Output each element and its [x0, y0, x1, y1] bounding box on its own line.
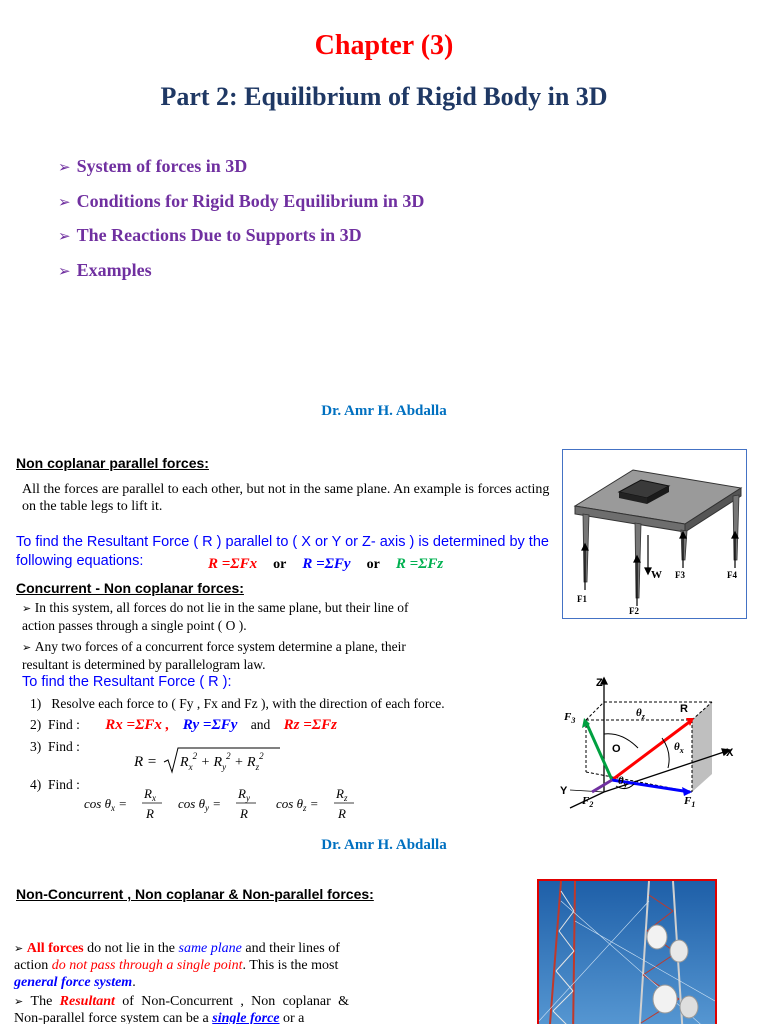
label-r: R: [680, 703, 688, 715]
concurrent-description-2: ➢ Any two forces of a concurrent force system determine a plane, their resultant is determined by parallelogram law.: [22, 639, 406, 672]
arrow-bullet-icon: ➢: [22, 641, 35, 654]
label-f3: $F_3$: [564, 711, 576, 725]
svg-text:Rz: $R_z$: [336, 786, 348, 803]
label-w: W: [651, 569, 662, 581]
general-resultant-description: ➢ The Resultant of Non-Concurrent , Non coplanar & Non-parallel force system can be a single force or a: [14, 994, 350, 1024]
axis-label-x: X: [726, 747, 734, 759]
label-theta-z: $\theta_z$: [636, 707, 645, 721]
step-2: 2) Find : Rx =ΣFx , Ry =ΣFy and Rz =ΣFz: [30, 717, 337, 733]
equation-ry: R =ΣFy: [302, 556, 351, 572]
svg-text:Rx2 + Ry2 + Rz2: $R_x^2 + R_y^2 + R_z^2$: [180, 751, 264, 772]
table-drawing: [563, 450, 747, 619]
svg-text:cos θx =: $\cos \theta_x$ =: [84, 796, 127, 813]
axis-label-z: Z: [596, 677, 603, 689]
topic-list: [58, 156, 424, 295]
cosine-formulas: [84, 784, 364, 824]
svg-text:R: R: [146, 806, 154, 821]
arrow-bullet-icon: ➢: [58, 192, 71, 211]
heading-general-forces: Non-Concurrent , Non coplanar & Non-parallel forces:: [16, 886, 374, 902]
resultant-equations: [208, 555, 443, 573]
label-theta-y: $\theta_y$: [618, 775, 628, 789]
svg-text:cos θz =: $\cos \theta_z$ =: [276, 796, 319, 813]
direction-cosines: [84, 784, 364, 829]
parallel-forces-description: All the forces are parallel to each other, but not in the same plane. An example is forces acting on the table legs to lift it.: [22, 482, 550, 514]
topic-item: ➢ System of forces in 3D: [58, 156, 248, 176]
sqrt-formula: [134, 746, 284, 776]
arrow-bullet-icon: ➢: [58, 262, 71, 281]
svg-text:Ry: $R_y$: [238, 786, 250, 803]
equation-rz: R =ΣFz: [395, 556, 444, 572]
chapter-title: Chapter (3): [314, 30, 454, 61]
step-1: 1) Resolve each force to ( Fy , Fx and Fz ), with the direction of each force.: [30, 696, 445, 711]
svg-text:cos θy =: $\cos \theta_y$ =: [178, 796, 221, 813]
author-credit-2: Dr. Amr H. Abdalla: [321, 837, 447, 853]
table-legs-figure: [562, 449, 747, 619]
step-3: 3) Find :: [30, 739, 80, 754]
label-f2: F2: [629, 606, 639, 616]
arrow-bullet-icon: ➢: [58, 158, 71, 176]
arrow-bullet-icon: ➢: [58, 227, 71, 246]
find-resultant-title: To find the Resultant Force ( R ):: [22, 674, 232, 690]
topic-item: ➢ The Reactions Due to Supports in 3D: [58, 225, 362, 246]
svg-text:R: R: [240, 806, 248, 821]
general-forces-description: ➢ All forces do not lie in the same plane and their lines of action do not pass through a single point. This is the most general force system.: [14, 941, 340, 990]
resultant-magnitude-formula: [134, 746, 284, 781]
svg-text:R =: R =: [134, 754, 158, 770]
topic-item: ➢ Conditions for Rigid Body Equilibrium in 3D: [58, 190, 425, 211]
arrow-bullet-icon: ➢: [14, 995, 31, 1008]
concurrent-description-1: ➢ In this system, all forces do not lie in the same plane, but their line of action passes through a single point ( O ).: [22, 600, 409, 633]
topic-item: ➢ Examples: [58, 260, 152, 281]
origin-label: O: [612, 743, 621, 755]
tower-drawing: [539, 881, 715, 1024]
label-f4: F4: [727, 570, 737, 580]
label-f3: F3: [675, 570, 685, 580]
svg-text:Rx: $R_x$: [144, 786, 156, 803]
or-word: or: [273, 557, 287, 572]
heading-concurrent-forces: Concurrent - Non coplanar forces:: [16, 580, 244, 596]
arrow-bullet-icon: ➢: [22, 602, 35, 615]
axis-label-y: Y: [560, 785, 568, 797]
label-theta-x: $\theta_x$: [674, 741, 684, 755]
or-word: or: [366, 557, 380, 572]
heading-parallel-forces: Non coplanar parallel forces:: [16, 455, 209, 471]
step-4: 4) Find :: [30, 777, 80, 792]
svg-text:R: R: [338, 806, 346, 821]
label-f1: $F_1$: [684, 795, 696, 809]
part-title: Part 2: Equilibrium of Rigid Body in 3D: [160, 82, 608, 111]
arrow-bullet-icon: ➢: [14, 942, 27, 955]
axes-drawing: [556, 672, 746, 812]
concurrent-forces-figure: [556, 672, 746, 812]
tower-photo: [537, 879, 717, 1024]
author-credit: Dr. Amr H. Abdalla: [321, 403, 447, 419]
resultant-intro: To find the Resultant Force ( R ) parallel to ( X or Y or Z- axis ) is determined by the following equations:: [16, 534, 549, 569]
label-f2: $F_2$: [582, 795, 594, 809]
equation-rx: R =ΣFx: [208, 556, 258, 572]
label-f1: F1: [577, 594, 587, 604]
